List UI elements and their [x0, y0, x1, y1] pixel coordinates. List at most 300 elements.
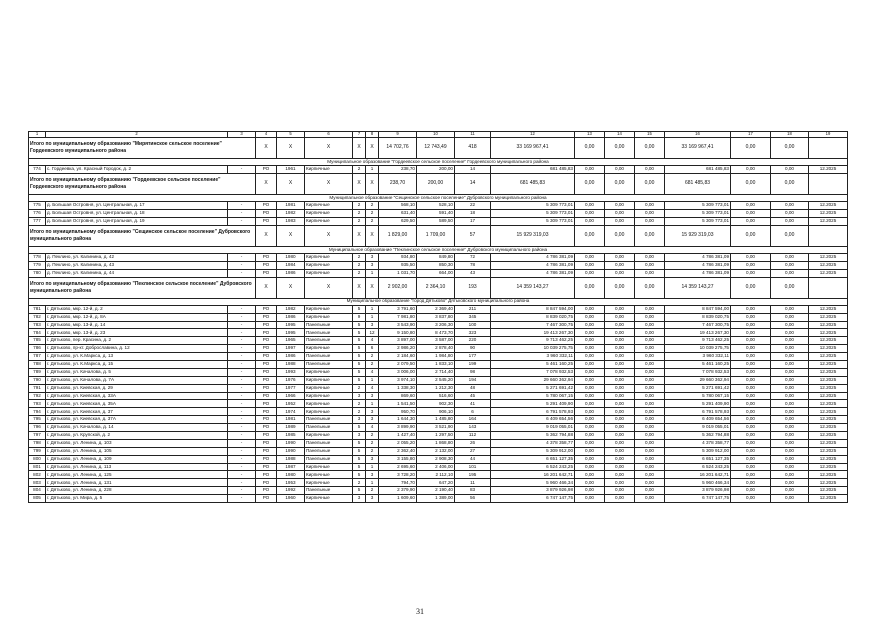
table-cell: 48 [455, 384, 491, 392]
table-cell: 2 [353, 202, 366, 210]
table-cell: 90 [455, 345, 491, 353]
table-cell: 12.2025 [809, 479, 848, 487]
table-cell: 6 651 127,35 [665, 455, 731, 463]
table-cell: 1 [366, 463, 379, 471]
table-cell: 775 [29, 202, 46, 210]
table-cell: 0,00 [575, 321, 605, 329]
table-cell: 10 039 275,75 [665, 345, 731, 353]
table-cell: 1980 [277, 253, 305, 261]
table-cell: 3 [366, 471, 379, 479]
table-row [29, 479, 848, 487]
table-cell: 0,00 [605, 487, 635, 495]
table-cell: 4 786 381,09 [665, 261, 731, 269]
table-cell: 1 [366, 269, 379, 277]
table-cell: 0,00 [575, 432, 605, 440]
table-cell: г. Дятьково, ул. Ленина, д. 105 [46, 447, 228, 455]
table-cell: 0,00 [771, 253, 809, 261]
table-cell: Панельные [305, 321, 353, 329]
total-cell: 14 359 143,27 [491, 277, 575, 298]
table-cell: 0,00 [635, 376, 665, 384]
table-cell: 12.2025 [809, 416, 848, 424]
table-row [29, 424, 848, 432]
table-cell: 0,00 [635, 321, 665, 329]
table-cell: 9 019 055,01 [491, 424, 575, 432]
table-cell: 784 [29, 329, 46, 337]
table-row [29, 447, 848, 455]
table-row [29, 400, 848, 408]
table-cell: 7 078 932,53 [665, 368, 731, 376]
table-cell: 0,00 [731, 329, 771, 337]
column-number: 7 [353, 132, 366, 138]
table-cell: РО [256, 376, 277, 384]
table-cell: д. Большая Островня, ул. Центральная, д. 19 [46, 217, 228, 225]
table-cell: 3 [366, 253, 379, 261]
total-cell: 0,00 [731, 225, 771, 246]
table-cell: 16 201 642,71 [665, 471, 731, 479]
table-cell: 0,00 [575, 329, 605, 337]
page-number: 31 [416, 607, 424, 616]
table-cell: Кирпичные [305, 432, 353, 440]
total-cell: X [277, 137, 305, 158]
total-cell: X [277, 277, 305, 298]
table-cell: 934,80 [379, 253, 417, 261]
table-cell: 9 019 055,01 [665, 424, 731, 432]
total-cell: 0,00 [635, 137, 665, 158]
table-row [29, 337, 848, 345]
table-row [29, 487, 848, 495]
table-cell: д. Пеклино, ул. Калинина, д. 42 [46, 253, 228, 261]
table-cell: 5 309 773,01 [491, 209, 575, 217]
table-cell: 2 878,40 [417, 345, 455, 353]
table-cell: 6 [366, 345, 379, 353]
table-cell: 12.2025 [809, 202, 848, 210]
total-cell: 0,00 [771, 225, 809, 246]
table-cell: 112 [455, 432, 491, 440]
table-cell: 902,30 [417, 400, 455, 408]
table-cell: РО [256, 392, 277, 400]
table-cell: 1 212,30 [417, 384, 455, 392]
table-cell: - [228, 305, 256, 313]
table-cell: 2 132,00 [417, 447, 455, 455]
table-cell: 3 006,00 [379, 368, 417, 376]
table-cell: 26 [455, 439, 491, 447]
table-cell: 2 [366, 447, 379, 455]
table-cell: 56 [455, 495, 491, 503]
table-cell: 0,00 [605, 392, 635, 400]
municipality-header-row [29, 246, 848, 253]
table-cell: 849,80 [417, 253, 455, 261]
table-cell: 5 960 466,34 [665, 479, 731, 487]
table-cell: Кирпичные [305, 479, 353, 487]
table-cell: 780 [29, 269, 46, 277]
table-cell: 2 [366, 202, 379, 210]
table-cell: 1 [366, 400, 379, 408]
table-cell: Кирпичные [305, 345, 353, 353]
total-cell: 33 169 967,41 [665, 137, 731, 158]
table-cell: Панельные [305, 329, 353, 337]
table-cell: Кирпичные [305, 305, 353, 313]
table-cell: 0,00 [771, 353, 809, 361]
table-cell: - [228, 261, 256, 269]
total-cell: X [353, 173, 366, 194]
table-cell: 5 [353, 463, 366, 471]
total-cell: 0,00 [605, 137, 635, 158]
table-cell: 0,00 [731, 384, 771, 392]
table-cell: - [228, 408, 256, 416]
table-cell: 5 309 773,01 [665, 202, 731, 210]
table-cell: 0,00 [771, 439, 809, 447]
table-cell: - [228, 368, 256, 376]
table-cell: 12.2025 [809, 384, 848, 392]
table-cell: РО [256, 447, 277, 455]
table-cell: РО [256, 269, 277, 277]
total-cell: 15 929 319,03 [665, 225, 731, 246]
table-cell: 0,00 [771, 479, 809, 487]
table-cell: 0,00 [771, 384, 809, 392]
column-number: 14 [605, 132, 635, 138]
table-cell: г. Дятьково, мкр. 12-й, д. 2 [46, 305, 228, 313]
total-cell: 0,00 [575, 173, 605, 194]
table-cell: 44 [455, 455, 491, 463]
table-cell: 1976 [277, 376, 305, 384]
table-cell: 0,00 [635, 487, 665, 495]
table-cell: 0,00 [575, 345, 605, 353]
table-cell: 12.2025 [809, 495, 848, 503]
table-cell: 0,00 [605, 165, 635, 173]
table-cell: 1 427,40 [379, 432, 417, 440]
table-cell: Кирпичные [305, 209, 353, 217]
table-cell: 0,00 [731, 269, 771, 277]
table-cell: 0,00 [575, 368, 605, 376]
table-cell: 0,00 [771, 400, 809, 408]
table-cell: - [228, 384, 256, 392]
table-cell: 0,00 [575, 209, 605, 217]
table-cell: 5 309 773,01 [491, 202, 575, 210]
table-cell: 1 609,60 [379, 495, 417, 503]
table-cell: г. Дятьково, мкр. 13-й, д. 23 [46, 329, 228, 337]
column-number: 8 [366, 132, 379, 138]
table-cell: 0,00 [731, 253, 771, 261]
table-cell: - [228, 353, 256, 361]
table-cell: 0,00 [605, 376, 635, 384]
table-cell: 12.2025 [809, 408, 848, 416]
table-cell: 0,00 [605, 455, 635, 463]
table-cell: 785 [29, 337, 46, 345]
table-cell: - [228, 487, 256, 495]
total-cell: 12 743,49 [417, 137, 455, 158]
table-cell: 5 780 067,15 [665, 392, 731, 400]
table-cell: 0,00 [605, 439, 635, 447]
table-cell: РО [256, 217, 277, 225]
table-row [29, 416, 848, 424]
table-cell: 83 [455, 487, 491, 495]
table-cell: 0,00 [771, 202, 809, 210]
table-cell: 0,00 [635, 400, 665, 408]
column-number: 16 [665, 132, 731, 138]
table-cell: 0,00 [731, 416, 771, 424]
table-cell: 12.2025 [809, 471, 848, 479]
table-cell: 0,00 [605, 321, 635, 329]
table-cell: г. Дятьково, ул. К.Маркса, д. 13 [46, 353, 228, 361]
table-cell: 0,00 [635, 329, 665, 337]
total-cell: X [256, 137, 277, 158]
table-cell: 647,20 [417, 479, 455, 487]
table-cell: 3 960 332,11 [665, 353, 731, 361]
table-cell: 6 524 243,25 [491, 463, 575, 471]
table-cell: 1977 [277, 384, 305, 392]
total-cell: 0,00 [635, 277, 665, 298]
table-cell: - [228, 455, 256, 463]
total-cell: 14 702,76 [379, 137, 417, 158]
table-row [29, 455, 848, 463]
table-cell: 0,00 [635, 261, 665, 269]
table-cell: 195 [455, 471, 491, 479]
table-cell: 798 [29, 439, 46, 447]
table-cell: 8 473,70 [417, 329, 455, 337]
table-cell: 4 [366, 384, 379, 392]
total-cell: 0,00 [605, 225, 635, 246]
table-cell: РО [256, 261, 277, 269]
total-cell: 0,00 [731, 277, 771, 298]
table-cell: 0,00 [575, 217, 605, 225]
table-cell: 681 485,83 [491, 165, 575, 173]
table-cell: 1 338,30 [379, 384, 417, 392]
table-cell: 0,00 [731, 361, 771, 369]
table-cell: 3 [366, 321, 379, 329]
column-number: 18 [771, 132, 809, 138]
table-cell: 323 [455, 329, 491, 337]
total-cell: X [256, 173, 277, 194]
table-cell: 0,00 [771, 305, 809, 313]
table-cell: 0,00 [635, 424, 665, 432]
table-cell: 10 039 275,75 [491, 345, 575, 353]
table-cell: 3 [366, 392, 379, 400]
column-number: 5 [277, 132, 305, 138]
table-cell: 6 747 147,75 [665, 495, 731, 503]
table-cell: 1981 [277, 202, 305, 210]
table-cell: 12.2025 [809, 424, 848, 432]
table-cell: 5 271 691,42 [491, 384, 575, 392]
table-cell: 6 791 578,93 [665, 408, 731, 416]
table-cell: 788 [29, 361, 46, 369]
total-cell: 0,00 [575, 225, 605, 246]
table-cell: 8 847 594,00 [665, 305, 731, 313]
table-cell: 12.2025 [809, 217, 848, 225]
table-cell: 345 [455, 313, 491, 321]
table-cell: 101 [455, 463, 491, 471]
table-cell: 12.2025 [809, 209, 848, 217]
table-cell: 0,00 [771, 487, 809, 495]
table-cell: 194 [455, 376, 491, 384]
table-cell: 0,00 [605, 202, 635, 210]
table-cell: 4 786 381,09 [665, 253, 731, 261]
table-cell: 3 879 926,98 [491, 487, 575, 495]
table-row [29, 345, 848, 353]
table-cell: 3 [366, 408, 379, 416]
table-cell: РО [256, 455, 277, 463]
total-cell: 14 [455, 173, 491, 194]
table-cell: 0,00 [771, 463, 809, 471]
table-cell: РО [256, 321, 277, 329]
table-cell: 5 271 691,42 [665, 384, 731, 392]
table-row [29, 432, 848, 440]
table-cell: 0,00 [605, 217, 635, 225]
table-cell: 1 868,80 [417, 439, 455, 447]
table-cell: 0,00 [731, 345, 771, 353]
table-cell: РО [256, 432, 277, 440]
table-cell: Кирпичные [305, 368, 353, 376]
table-cell: 0,00 [575, 392, 605, 400]
table-cell: Кирпичные [305, 384, 353, 392]
table-cell: 0,00 [605, 424, 635, 432]
total-cell: 0,00 [635, 173, 665, 194]
total-cell: X [366, 277, 379, 298]
table-cell: РО [256, 439, 277, 447]
total-cell: 0,00 [575, 137, 605, 158]
table-cell: 4 786 381,09 [665, 269, 731, 277]
total-cell [809, 137, 848, 158]
column-number: 17 [731, 132, 771, 138]
table-cell: 0,00 [605, 463, 635, 471]
table-cell: 29 660 362,94 [665, 376, 731, 384]
total-cell: X [366, 137, 379, 158]
table-cell: - [228, 432, 256, 440]
table-row [29, 384, 848, 392]
column-number: 10 [417, 132, 455, 138]
table-cell: 1 [366, 305, 379, 313]
table-cell: РО [256, 384, 277, 392]
table-cell: 3 879 926,98 [665, 487, 731, 495]
table-cell: 0,00 [635, 384, 665, 392]
table-cell: 0,00 [635, 408, 665, 416]
total-cell [809, 173, 848, 194]
table-cell: 906,10 [417, 408, 455, 416]
table-row [29, 253, 848, 261]
table-cell: 774 [29, 165, 46, 173]
table-cell: 3 [353, 495, 366, 503]
table-cell: 0,00 [575, 408, 605, 416]
table-cell: 0,00 [605, 368, 635, 376]
table-cell: 0,00 [731, 408, 771, 416]
total-cell: 33 169 967,41 [491, 137, 575, 158]
table-cell: 3 728,20 [379, 471, 417, 479]
table-cell: 0,00 [635, 479, 665, 487]
table-cell: 0,00 [635, 392, 665, 400]
table-cell: - [228, 321, 256, 329]
table-cell: 5 [353, 361, 366, 369]
table-row [29, 353, 848, 361]
table-cell: 805 [29, 495, 46, 503]
table-cell: 0,00 [635, 495, 665, 503]
table-cell: 5 [353, 305, 366, 313]
table-cell: г. Дятьково, мкр. 12-й, д. 8А [46, 313, 228, 321]
table-cell: 0,00 [605, 361, 635, 369]
municipality-header-row [29, 298, 848, 305]
table-cell: 0,00 [771, 269, 809, 277]
table-cell: 776 [29, 209, 46, 217]
table-cell: 6 409 654,56 [491, 416, 575, 424]
table-cell: 3 837,80 [417, 313, 455, 321]
table-cell: 2 [353, 253, 366, 261]
table-cell: 12.2025 [809, 313, 848, 321]
table-cell: 1993 [277, 368, 305, 376]
table-cell: г. Дятьково, пр-кт. Доброславина, д. 12 [46, 345, 228, 353]
table-cell: 0,00 [575, 269, 605, 277]
municipality-header: Муниципальное образование "Гордеевское сельское поселение" Гордеевского муниципального района [29, 158, 848, 165]
table-cell: 2 055,20 [379, 439, 417, 447]
table-cell: РО [256, 463, 277, 471]
table-cell: 3 155,80 [379, 455, 417, 463]
table-cell: РО [256, 368, 277, 376]
table-cell: 5 780 067,15 [491, 392, 575, 400]
table-cell: 516,60 [417, 392, 455, 400]
table-cell: 528,10 [417, 202, 455, 210]
table-cell: 100 [455, 321, 491, 329]
table-cell: РО [256, 345, 277, 353]
table-cell: 5 309 773,01 [665, 209, 731, 217]
table-cell: 0,00 [575, 361, 605, 369]
table-row [29, 368, 848, 376]
table-cell: РО [256, 253, 277, 261]
table-cell: 0,00 [635, 463, 665, 471]
table-cell: 0,00 [635, 217, 665, 225]
table-cell: 782 [29, 313, 46, 321]
column-number: 15 [635, 132, 665, 138]
table-cell: г. Дятьково, ул. Ленина, д. 113 [46, 463, 228, 471]
municipality-header-row [29, 194, 848, 201]
table-cell: 12.2025 [809, 261, 848, 269]
table-cell: 72 [455, 253, 491, 261]
table-cell: 0,00 [771, 321, 809, 329]
table-cell: 0,00 [635, 471, 665, 479]
table-cell: 1988 [277, 361, 305, 369]
total-cell: 0,00 [771, 137, 809, 158]
table-cell: 0,00 [731, 337, 771, 345]
total-cell: 15 929 319,03 [491, 225, 575, 246]
table-cell: 5 [353, 424, 366, 432]
table-cell: 98 [455, 368, 491, 376]
table-cell: г. Дятьково, ул. Киевская, д. 33А [46, 392, 228, 400]
total-cell: X [305, 137, 353, 158]
table-cell: 3 [353, 416, 366, 424]
table-cell: 5 [353, 455, 366, 463]
total-cell: 0,00 [605, 173, 635, 194]
table-cell: 0,00 [731, 447, 771, 455]
table-cell: 0,00 [605, 384, 635, 392]
total-cell [809, 225, 848, 246]
table-cell: 1 031,70 [379, 269, 417, 277]
table-cell: Панельные [305, 424, 353, 432]
table-cell: 0,00 [771, 329, 809, 337]
table-cell: 0,00 [605, 345, 635, 353]
table-cell: - [228, 376, 256, 384]
table-cell: 0,00 [635, 455, 665, 463]
table-cell: РО [256, 424, 277, 432]
table-cell: д. Пеклино, ул. Калинина, д. 44 [46, 269, 228, 277]
table-cell: 4 [366, 424, 379, 432]
table-cell: 12.2025 [809, 368, 848, 376]
table-cell: 3 [366, 495, 379, 503]
table-cell: 43 [455, 269, 491, 277]
table-cell: 0,00 [731, 471, 771, 479]
column-number: 9 [379, 132, 417, 138]
table-cell: г. Дятьково, ул. Мира, д. 5 [46, 495, 228, 503]
table-cell: 781 [29, 305, 46, 313]
table-cell: 17 [455, 217, 491, 225]
column-number: 12 [491, 132, 575, 138]
table-cell: 12.2025 [809, 400, 848, 408]
table-cell: 7 981,80 [379, 313, 417, 321]
